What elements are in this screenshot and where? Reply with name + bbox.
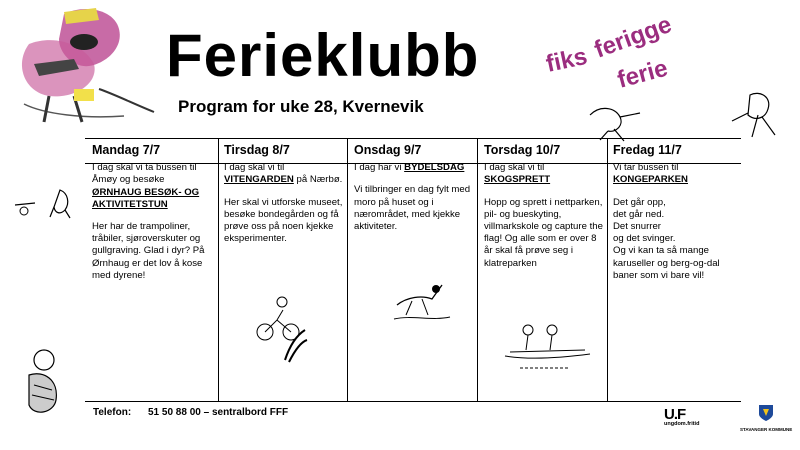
- runner-sketch-icon: [580, 85, 790, 145]
- day-body: Her har de trampoliner, tråbiler, sjøroverskuter og gullgraving. Glad i dyr? På Ørnhaug er det lov å kose med dyrene!: [92, 221, 205, 281]
- day-column-wednesday: [354, 144, 474, 243]
- cartoon-character-icon: [4, 4, 164, 129]
- day-intro: I dag skal vi ta bussen til Åmøy og besøke ØRNHAUG BESØK- OG AKTIVITETSTUN: [92, 162, 200, 210]
- page-title: Ferieklubb: [166, 22, 480, 89]
- activity-place: KONGEPARKEN: [613, 174, 688, 186]
- day-intro: I dag skal vi til VITENGARDEN på Nærbø.: [224, 162, 343, 186]
- day-label: Fredag 11/7: [613, 143, 682, 157]
- logo-word-3: ferie: [614, 54, 671, 94]
- activity-place: BYDELSDAG: [404, 162, 465, 174]
- activity-place: VITENGARDEN: [224, 174, 294, 186]
- day-body: Det går opp, det går ned. Det snurrer og det svinger. Og vi kan ta så mange karuseller og berg-og-dal baner som vi bare vil!: [613, 196, 720, 281]
- municipality-name: STAVANGER KOMMUNE: [740, 427, 793, 432]
- uf-logo-text: U.F: [664, 406, 686, 423]
- day-intro: I dag har vi BYDELSDAG: [354, 162, 465, 174]
- day-label: Torsdag 10/7: [484, 143, 561, 157]
- grid-top-line: [85, 138, 741, 139]
- day-body: Hopp og sprett i nettparken, pil- og bueskyting, villmarkskole og capture the flag! Og alle som er over 8 år skal få prøve seg i klatreparken: [484, 196, 603, 269]
- grid-divider: [477, 138, 478, 402]
- uf-logo: [664, 406, 699, 427]
- day-body: Vi tilbringer en dag fylt med moro på huset og i nærområdet, med kjekke aktiviteter.: [354, 184, 471, 233]
- uf-logo-subtext: ungdom.fritid: [664, 421, 700, 427]
- day-column-thursday: [484, 144, 604, 280]
- day-label: Tirsdag 8/7: [224, 143, 290, 157]
- grid-divider: [347, 138, 348, 402]
- day-intro: I dag skal vi til SKOGSPRETT: [484, 162, 551, 186]
- day-column-tuesday: [224, 144, 344, 255]
- grid-divider: [607, 138, 608, 402]
- phone-number: 51 50 88 00 – sentralbord FFF: [148, 407, 289, 418]
- coat-of-arms-icon: [758, 404, 774, 422]
- snail-doodle-icon: [14, 345, 74, 420]
- bicycle-sketch-icon: [255, 290, 315, 370]
- day-column-monday: [92, 144, 214, 292]
- logo-word-1: fiks: [543, 42, 590, 78]
- activity-place: ØRNHAUG BESØK- OG AKTIVITETSTUN: [92, 186, 200, 210]
- day-label: Onsdag 9/7: [354, 143, 422, 157]
- grid-divider: [218, 138, 219, 402]
- logo-word-2: ferigge: [590, 10, 676, 64]
- day-label: Mandag 7/7: [92, 143, 161, 157]
- stavanger-logo: [740, 404, 792, 432]
- phone-label: Telefon:: [93, 407, 132, 418]
- rowers-sketch-icon: [500, 320, 595, 375]
- day-intro: Vi tar bussen til KONGEPARKEN: [613, 162, 688, 186]
- day-body: Her skal vi utforske museet, besøke bondegården og få prøve oss på noen kjekke eksperimenter.: [224, 196, 343, 245]
- activity-place: SKOGSPRETT: [484, 174, 551, 186]
- grid-bottom-line: [85, 401, 741, 402]
- cyclist-doodle-icon: [10, 185, 75, 220]
- page-subtitle: Program for uke 28, Kvernevik: [178, 97, 424, 116]
- diver-sketch-icon: [392, 275, 452, 325]
- day-column-friday: [613, 144, 737, 292]
